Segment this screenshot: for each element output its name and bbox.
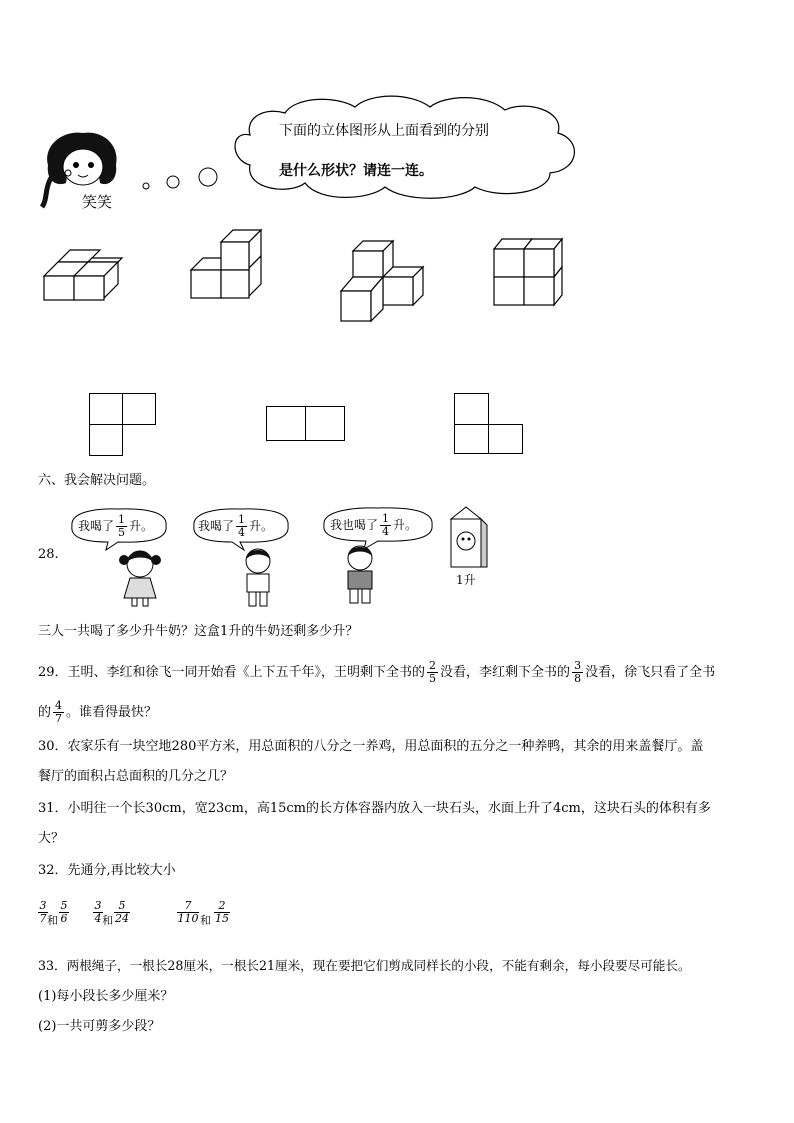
question-33-sub-1: (1)每小段长多少厘米？: [38, 989, 174, 1004]
girl-cartoon: [118, 548, 163, 610]
solid-figure-4: [490, 235, 570, 310]
boy-cartoon-2: [338, 542, 383, 606]
question-28-text: 三人一共喝了多少升牛奶？这盒1升的牛奶还剩多少升？: [38, 624, 359, 639]
question-30-line-1: 30．农家乐有一块空地280平方米，用总面积的八分之一养鸡，用总面积的五分之一种养鸭，其余的用来盖餐厅。盖: [38, 739, 704, 754]
question-31-line-1: 31．小明往一个长30cm，宽23cm，高15cm的长方体容器内放入一块石头，水面上升了4cm，这块石头的体积有多: [38, 801, 711, 816]
question-30-line-2: 餐厅的面积占总面积的几分之几？: [38, 769, 234, 784]
milk-carton-icon: [443, 505, 489, 570]
character-name: 笑笑: [82, 193, 113, 211]
bubble-line-1: 下面的立体图形从上面看到的分别: [279, 123, 489, 139]
speech-3-text: 我也喝了 $\frac{1}{4}$ 升。: [330, 512, 418, 538]
speech-2-text: 我喝了 $\frac{1}{4}$ 升。: [198, 513, 274, 539]
bubble-line-2: 是什么形状？请连一连。: [279, 163, 433, 179]
solid-figure-3: [337, 237, 432, 325]
carton-label: 1升: [456, 573, 476, 587]
question-28-number: 28.: [38, 547, 59, 562]
solid-figure-2: [187, 226, 267, 302]
question-33-line-1: 33．两根绳子，一根长28厘米，一根长21厘米，现在要把它们剪成同样长的小段，不能有剩余，每小段要尽可能长。: [38, 958, 691, 973]
boy-cartoon-1: [238, 545, 278, 610]
speech-1-text: 我喝了 $\frac{1}{5}$ 升。: [78, 513, 154, 539]
question-29-line-1: 29．王明、李红和徐飞一同开始看《上下五千年》，王明剩下全书的 $\frac{2}{5}$ 没看，李红剩下全书的 $\frac{3}{8}$ 没看，徐飞只看了全书: [38, 659, 716, 685]
thought-cloud: [220, 95, 585, 205]
solid-figure-1: [40, 240, 130, 305]
question-33-sub-2: (2)一共可剪多少段？: [38, 1019, 161, 1034]
question-31-line-2: 大？: [38, 831, 65, 846]
section-heading: 六、我会解决问题。: [38, 473, 156, 488]
thought-bubbles: [138, 160, 228, 195]
question-29-line-2: 的 $\frac{4}{7}$ 。谁看得最快？: [38, 699, 158, 725]
question-32-title: 32．先通分,再比较大小: [38, 863, 176, 878]
